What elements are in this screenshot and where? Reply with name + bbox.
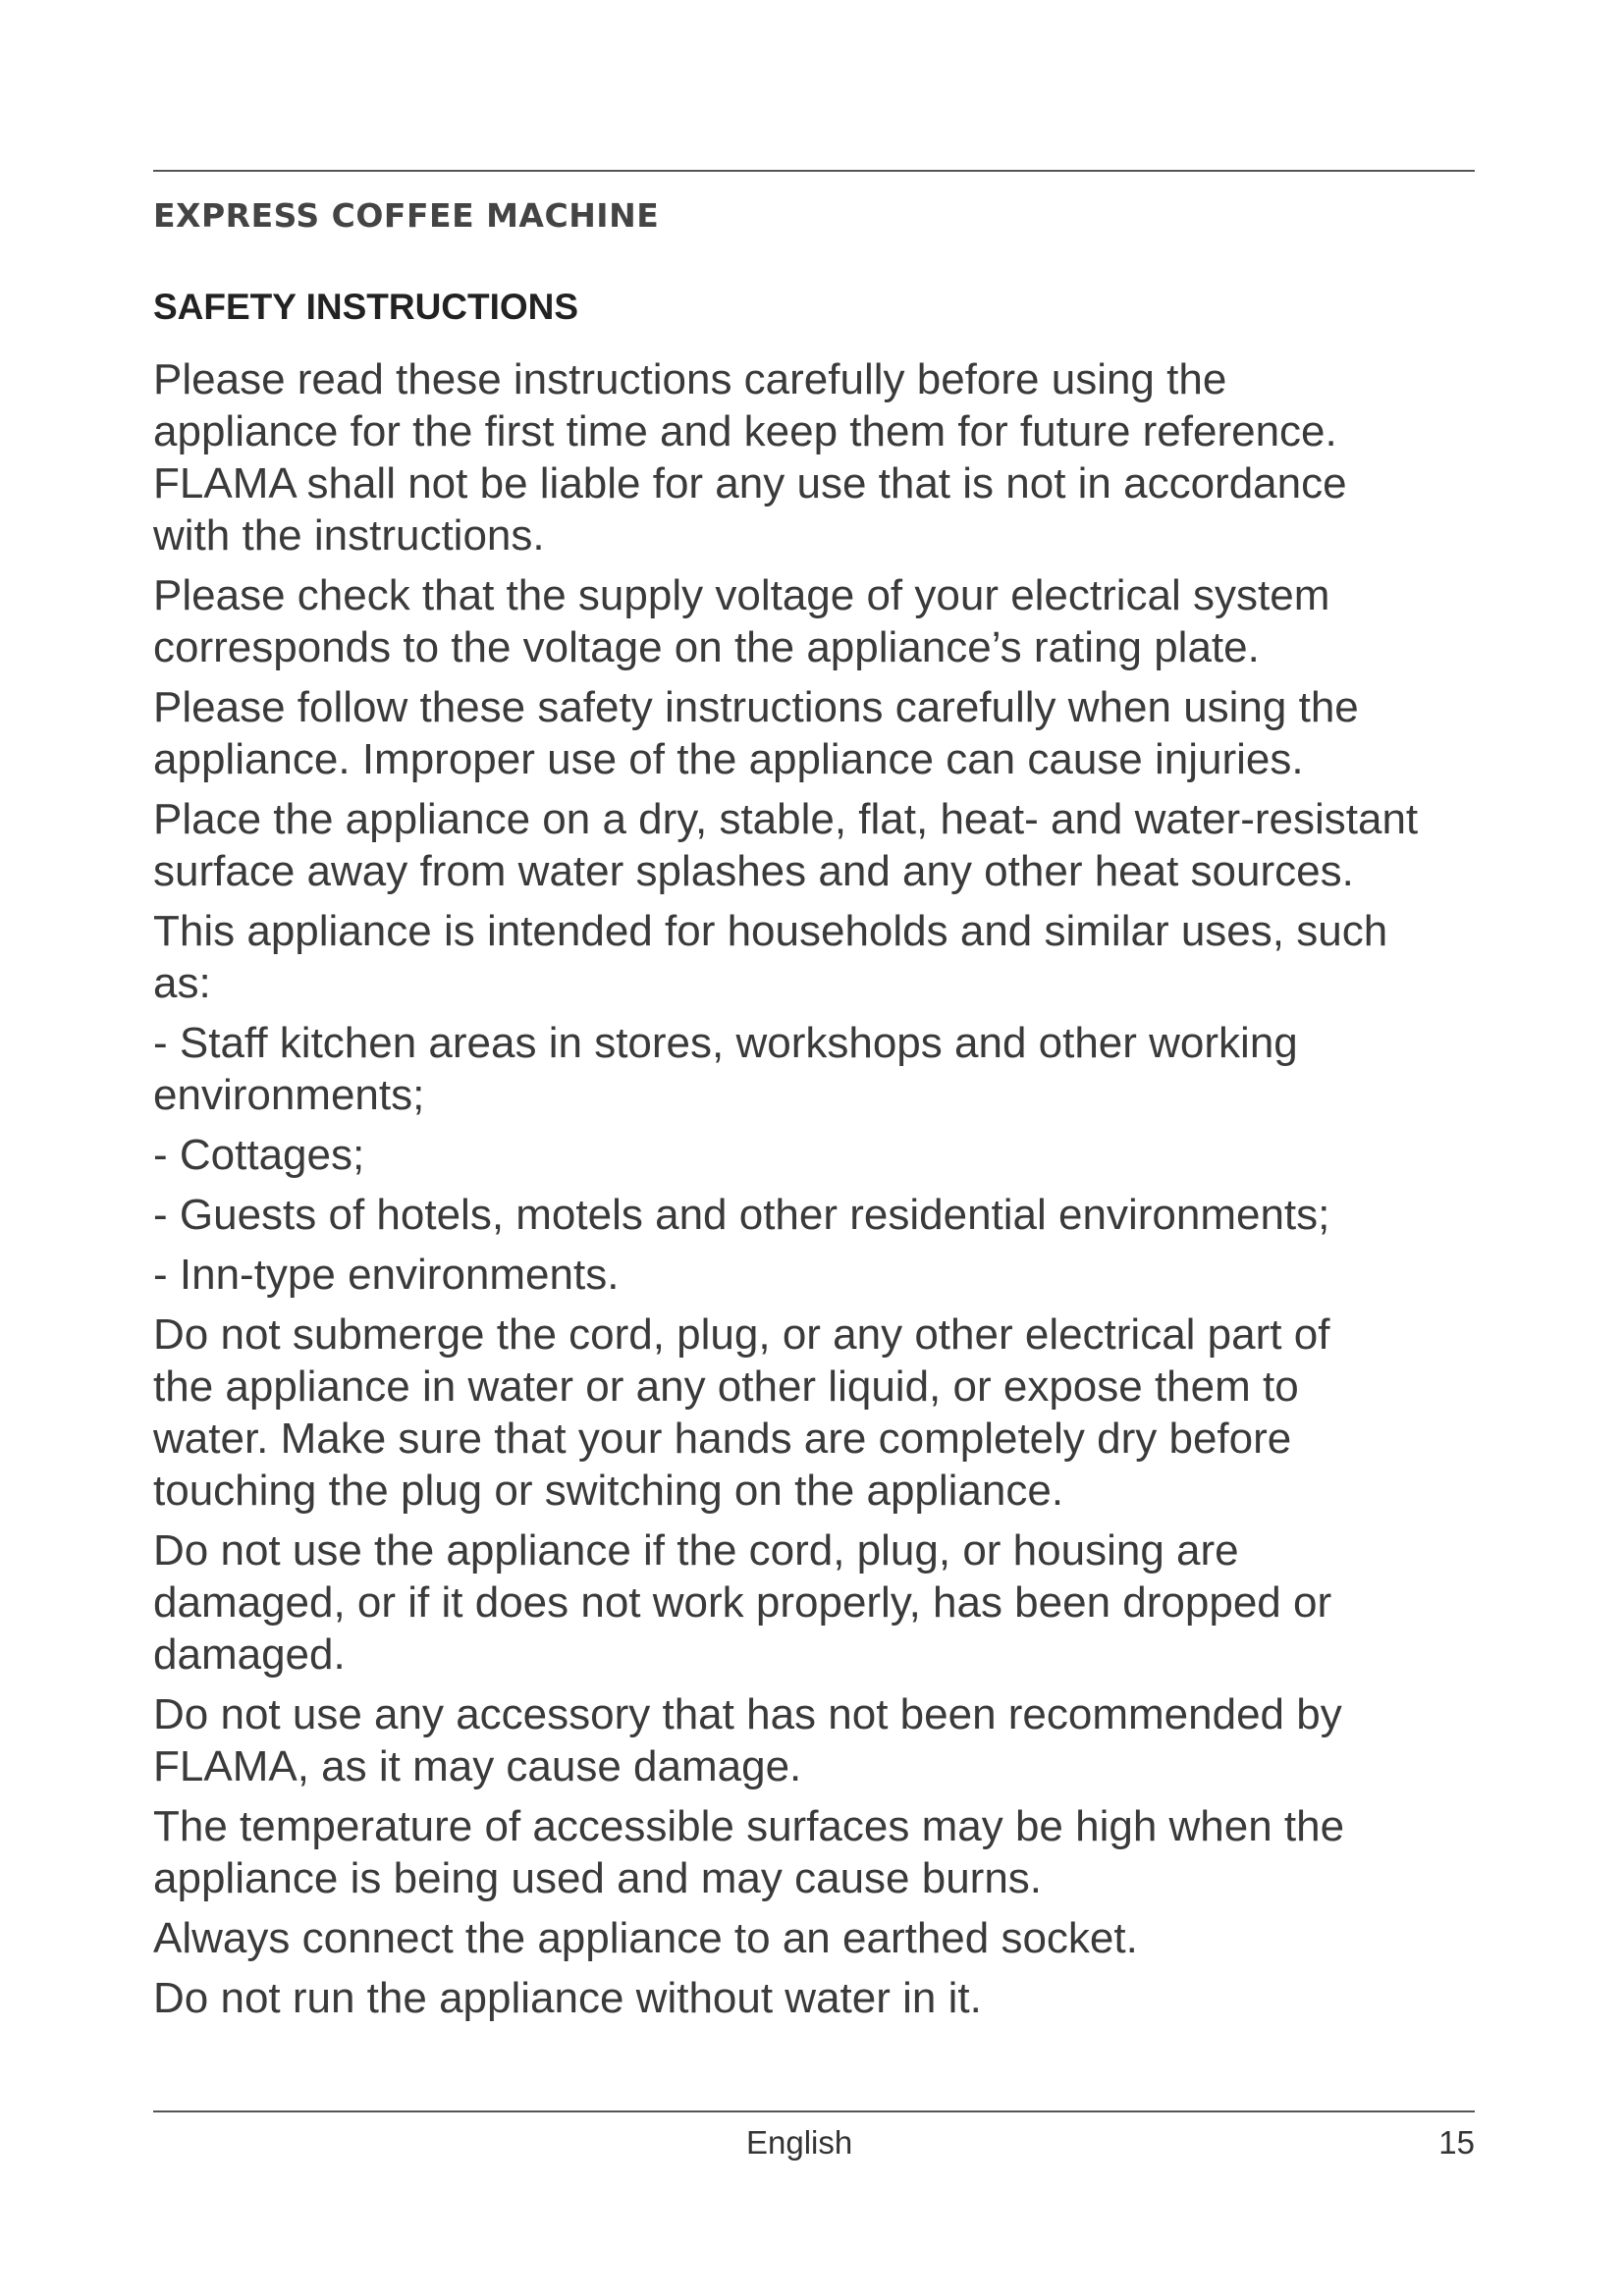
paragraph-damaged-appliance: Do not use the appliance if the cord, plug, or housing are damaged, or if it does not work properly, has been dropped or damaged.	[153, 1526, 1332, 1679]
paragraph-intended-use: This appliance is intended for households and similar uses, such as:	[153, 907, 1388, 1007]
footer-rule	[153, 2110, 1475, 2112]
instructions-body	[153, 353, 1528, 2032]
paragraph-voltage: Please check that the supply voltage of your electrical system corresponds to the voltage on the appliance’s rating plate.	[153, 571, 1330, 671]
section-title: SAFETY INSTRUCTIONS	[153, 287, 579, 327]
footer-language: English	[746, 2124, 853, 2161]
page-number: 15	[1438, 2124, 1475, 2161]
paragraph-do-not-submerge: Do not submerge the cord, plug, or any other electrical part of the appliance in water or any other liquid, or expose them to water. Make sure that your hands are completely dry before touching the plug or switching on the appliance.	[153, 1310, 1330, 1515]
paragraph-no-water: Do not run the appliance without water in it.	[153, 1974, 982, 2022]
list-item-hotel-guests: - Guests of hotels, motels and other residential environments;	[153, 1191, 1330, 1239]
paragraph-accessories: Do not use any accessory that has not been recommended by FLAMA, as it may cause damage.	[153, 1690, 1342, 1790]
paragraph-earthed-socket: Always connect the appliance to an earthed socket.	[153, 1914, 1138, 1962]
paragraph-follow-instructions: Please follow these safety instructions carefully when using the appliance. Improper use of the appliance can cause injuries.	[153, 683, 1359, 783]
list-item-cottages: - Cottages;	[153, 1131, 365, 1179]
paragraph-intro: Please read these instructions carefully before using the appliance for the first time and keep them for future reference. FLAMA shall not be liable for any use that is not in accordance with the instructions.	[153, 355, 1347, 560]
header-rule	[153, 170, 1475, 172]
list-item-staff-kitchen: - Staff kitchen areas in stores, workshops and other working environments;	[153, 1019, 1298, 1119]
paragraph-hot-surfaces: The temperature of accessible surfaces may be high when the appliance is being used and may cause burns.	[153, 1802, 1345, 1902]
paragraph-placement: Place the appliance on a dry, stable, flat, heat- and water-resistant surface away from water splashes and any other heat sources.	[153, 795, 1419, 895]
list-item-inn-type: - Inn-type environments.	[153, 1251, 620, 1299]
running-header-product: EXPRESS COFFEE MACHINE	[153, 196, 660, 235]
